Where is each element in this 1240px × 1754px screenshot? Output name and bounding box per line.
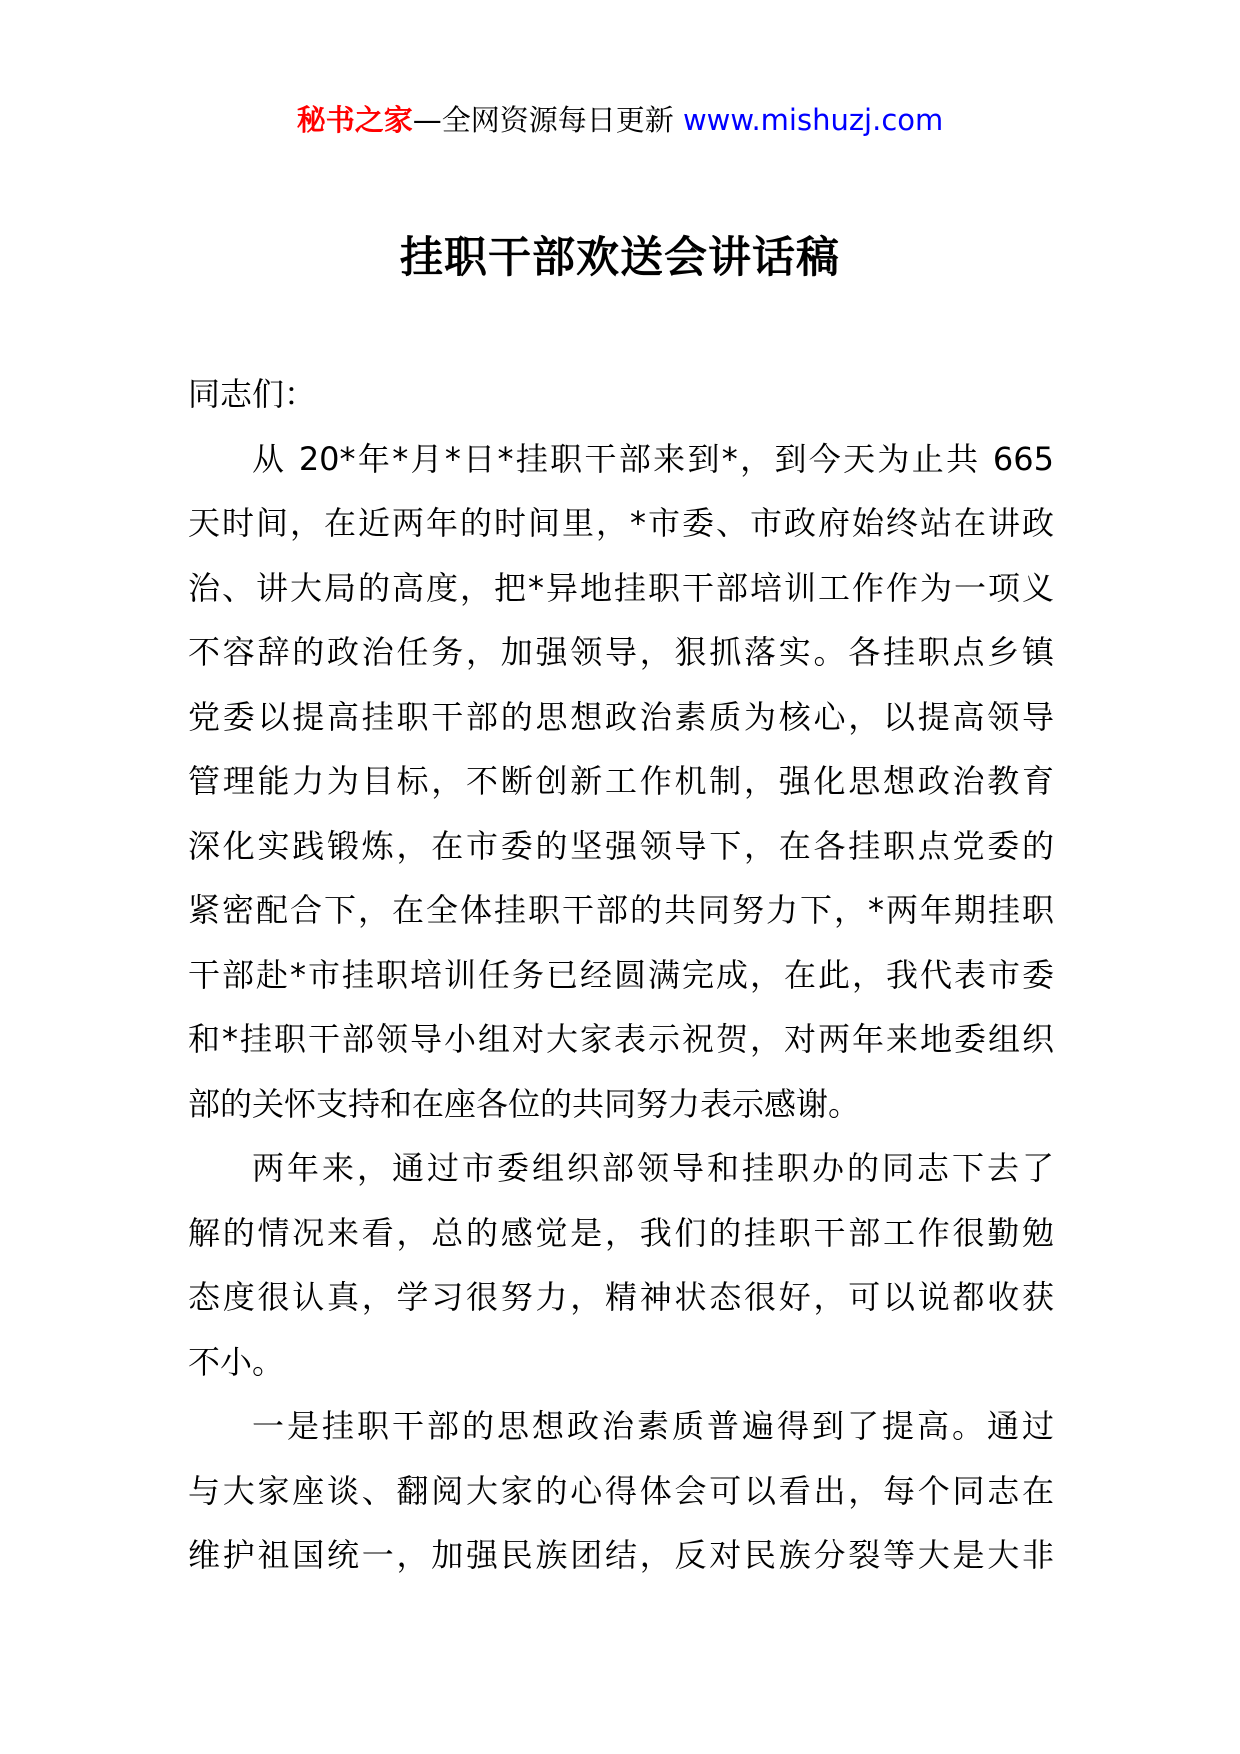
salutation: 同志们： bbox=[188, 375, 317, 413]
paragraph-line: 紧密配合下，在全体挂职干部的共同努力下，*两年期挂职 bbox=[188, 891, 1054, 929]
document-title: 挂职干部欢送会讲话稿 bbox=[400, 233, 840, 283]
brand-name: 秘书之家 bbox=[296, 103, 413, 137]
paragraph-line: 态度很认真，学习很努力，精神状态很好，可以说都收获 bbox=[188, 1278, 1054, 1316]
paragraph-line: 深化实践锻炼，在市委的坚强领导下，在各挂职点党委的 bbox=[188, 826, 1054, 865]
paragraph-line: 不小。 bbox=[188, 1342, 285, 1381]
paragraph-line: 不容辞的政治任务，加强领导，狠抓落实。各挂职点乡镇 bbox=[188, 633, 1054, 671]
paragraph-line: 从 20*年*月*日*挂职干部来到*，到今天为止共 665 bbox=[252, 439, 1054, 478]
site-url-link[interactable]: www.mishuzj.com bbox=[682, 103, 944, 137]
paragraph-line: 解的情况来看，总的感觉是，我们的挂职干部工作很勤勉 bbox=[188, 1213, 1054, 1252]
paragraph-line: 管理能力为目标，不断创新工作机制，强化思想政治教育 bbox=[188, 762, 1054, 800]
paragraph-line: 一是挂职干部的思想政治素质普遍得到了提高。通过 bbox=[252, 1407, 1054, 1445]
paragraph-line: 维护祖国统一，加强民族团结，反对民族分裂等大是大非 bbox=[188, 1536, 1054, 1574]
paragraph-line: 两年来，通过市委组织部领导和挂职办的同志下去了 bbox=[252, 1149, 1054, 1187]
paragraph-line: 天时间，在近两年的时间里，*市委、市政府始终站在讲政 bbox=[188, 504, 1054, 542]
paragraph-line: 治、讲大局的高度，把*异地挂职干部培训工作作为一项义 bbox=[188, 568, 1054, 607]
site-header bbox=[0, 100, 1240, 140]
site-tagline: —全网资源每日更新 bbox=[412, 103, 674, 137]
paragraph-line: 干部赴*市挂职培训任务已经圆满完成，在此，我代表市委 bbox=[188, 955, 1054, 994]
paragraph-line: 党委以提高挂职干部的思想政治素质为核心，以提高领导 bbox=[188, 697, 1054, 736]
paragraph-line: 与大家座谈、翻阅大家的心得体会可以看出，每个同志在 bbox=[188, 1471, 1054, 1510]
paragraph-line: 和*挂职干部领导小组对大家表示祝贺，对两年来地委组织 bbox=[188, 1020, 1054, 1058]
paragraph-line: 部的关怀支持和在座各位的共同努力表示感谢。 bbox=[188, 1084, 861, 1123]
document-body bbox=[188, 362, 1054, 1588]
